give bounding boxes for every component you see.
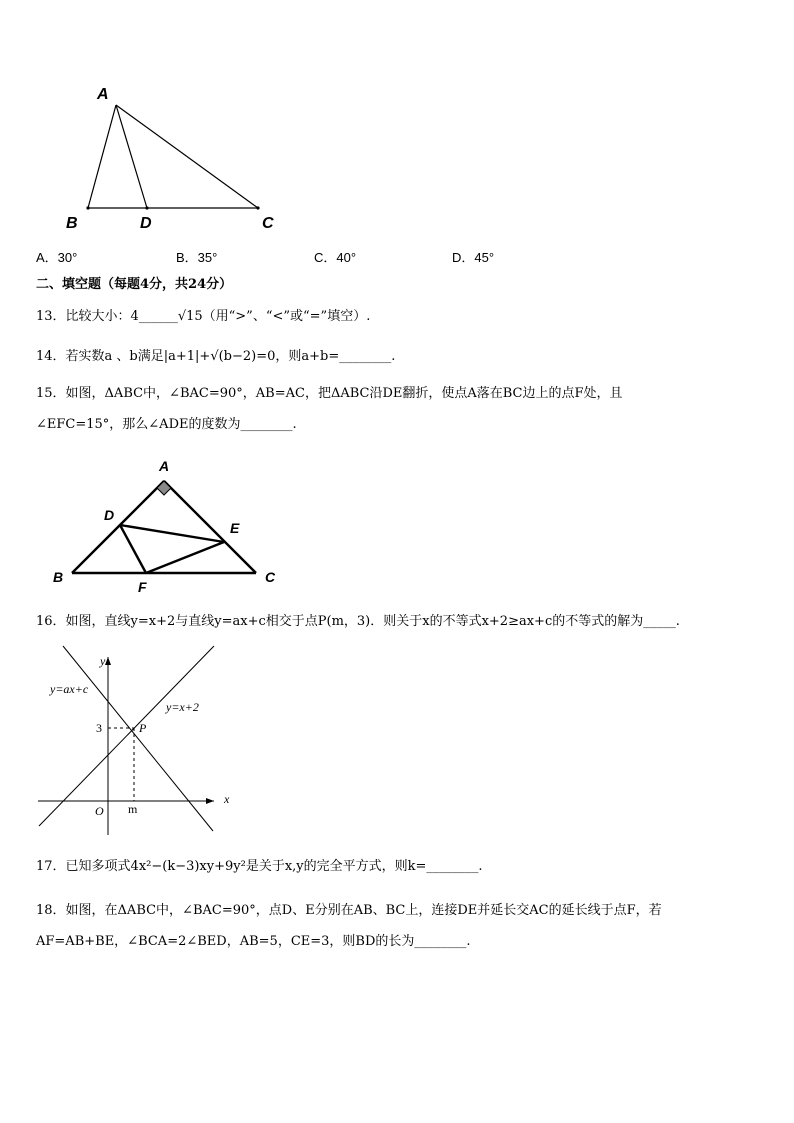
label-a: A xyxy=(159,458,170,474)
label-e: E xyxy=(230,520,240,536)
segment-fe xyxy=(146,542,224,573)
q12-option-b: B．35° xyxy=(176,250,218,265)
label-a: A xyxy=(97,86,109,103)
label-b: B xyxy=(66,215,78,232)
figure-q15-folded-triangle xyxy=(45,455,290,600)
label-b: B xyxy=(53,569,64,585)
question-14: 14．若实数a 、b满足|a+1|+√(b−2)=0，则a+b=________. xyxy=(36,349,396,364)
question-17: 17．已知多项式4x²−(k−3)xy+9y²是关于x,y的完全平方式，则k=________. xyxy=(36,859,483,874)
segment-ab xyxy=(88,105,116,208)
line-y-ax-c xyxy=(63,646,213,831)
line-y-x-2 xyxy=(39,646,214,826)
axis-label-y: y xyxy=(100,654,106,668)
section-heading: 二、填空题（每题4分，共24分） xyxy=(36,277,233,292)
figure-q16-coordinate-lines xyxy=(36,643,246,838)
segment-de xyxy=(120,525,224,542)
label-d: D xyxy=(104,507,115,523)
question-15-line2: ∠EFC=15°，那么∠ADE的度数为________. xyxy=(36,417,297,432)
question-15-line1: 15．如图，ΔABC中，∠BAC=90°，AB=AC，把ΔABC沿DE翻折，使点A落在BC边上的点F处，且 xyxy=(36,386,623,401)
question-16: 16．如图，直线y=x+2与直线y=ax+c相交于点P(m，3)．则关于x的不等式x+2≥ax+c的不等式的解为_____. xyxy=(36,614,680,629)
segment-ab xyxy=(72,481,164,573)
y-arrow-icon xyxy=(105,657,111,665)
q12-option-c: C．40° xyxy=(314,250,357,265)
x-arrow-icon xyxy=(206,798,214,804)
figure-q12-triangle xyxy=(60,80,290,240)
question-18-line1: 18．如图，在ΔABC中，∠BAC=90°，点D、E分别在AB、BC上，连接DE并延长交AC的延长线于点F，若 xyxy=(36,903,662,918)
axis-label-x: x xyxy=(224,792,230,806)
q12-option-d: D．45° xyxy=(452,250,495,265)
origin-label: O xyxy=(95,804,104,818)
question-13: 13．比较大小：4______√15（用“>”、“<”或“=”填空）. xyxy=(36,309,371,324)
question-18-line2: AF=AB+BE，∠BCA=2∠BED，AB=5，CE=3，则BD的长为________. xyxy=(36,934,471,949)
point-p-label: P xyxy=(139,721,147,735)
line-label-ax-c: y=ax+c xyxy=(50,682,89,696)
label-c: C xyxy=(265,569,276,585)
segment-ad xyxy=(116,105,147,208)
label-f: F xyxy=(138,579,147,595)
three-label: 3 xyxy=(96,721,102,735)
label-c: C xyxy=(262,215,274,232)
line-label-x-2: y=x+2 xyxy=(166,700,199,714)
right-angle-mark xyxy=(157,481,171,495)
m-label: m xyxy=(128,802,138,816)
segment-df xyxy=(120,525,146,573)
label-d: D xyxy=(140,215,152,232)
q12-option-a: A．30° xyxy=(36,250,78,265)
segment-ac xyxy=(116,105,258,208)
